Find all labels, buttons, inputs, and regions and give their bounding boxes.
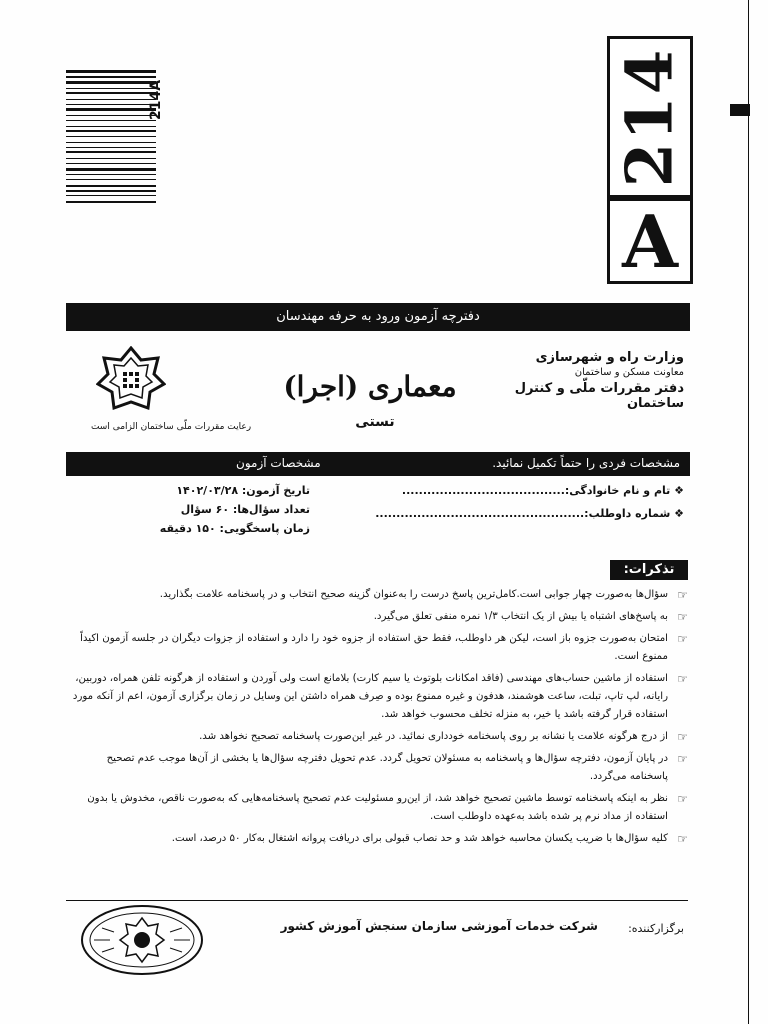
organizer-label: برگزارکننده: (628, 922, 684, 935)
pointing-hand-icon: ☞ (677, 610, 688, 624)
barcode-label: 214A (148, 79, 164, 120)
ministry-deputy: معاونت مسکن و ساختمان (574, 367, 684, 378)
pointing-hand-icon: ☞ (677, 632, 688, 646)
exam-specs-heading: مشخصات آزمون (236, 456, 321, 470)
pointing-hand-icon: ☞ (677, 752, 688, 766)
personal-info-instruction: مشخصات فردی را حتماً تکمیل نمائید. (492, 456, 680, 470)
building-regulations-logo-icon (96, 346, 166, 412)
booklet-banner: دفترچه آزمون ورود به حرفه مهندسان (66, 303, 690, 331)
pointing-hand-icon: ☞ (677, 792, 688, 806)
note-item: ☞ در پایان آزمون، دفترچه سؤال‌ها و پاسخنامه به مسئولان تحویل گردد. عدم تحویل دفترچه سؤال‌ها یا بخشی از آن‌ها موجب عدم تصحیح پاسخنامه می‌گردد. (106, 752, 688, 782)
exam-date: تاریخ آزمون: ۱۴۰۲/۰۳/۲۸ (176, 484, 310, 497)
info-bar (66, 452, 690, 476)
exam-specs (150, 484, 310, 541)
notes-title: تذکرات: (610, 560, 688, 580)
organizer-name: شرکت خدمات آموزشی سازمان سنجش آموزش کشور (280, 919, 598, 933)
note-item: ☞ امتحان به‌صورت جزوه باز است، لیکن هر داوطلب، فقط حق استفاده از جزوه خود را دارد و استفاده از جزوات دیگران در جلسه آزمون اکیداً ممنوع است. (80, 632, 688, 662)
ministry-office: دفتر مقررات ملّی و کنترل ساختمان (514, 381, 684, 411)
page-edge-tick (730, 104, 750, 116)
pointing-hand-icon: ☞ (677, 730, 688, 744)
note-item: ☞ کلیه سؤال‌ها با ضریب یکسان محاسبه خواهد شد و حد نصاب قبولی برای دریافت پروانه اشتغال به‌کار ۵۰ درصد، است. (171, 832, 688, 846)
pointing-hand-icon: ☞ (677, 672, 688, 686)
booklet-code-number (607, 36, 693, 198)
booklet-code-number-text: 214 (612, 47, 688, 187)
note-item: ☞ نظر به اینکه پاسخنامه توسط ماشین تصحیح خواهد شد، از این‌رو مسئولیت عدم تصحیح پاسخنامه‌هایی که به‌صورت ناقص، مخدوش یا بدون استفاده از مداد نرم پر شده باشد به‌عهده داوطلب است. (87, 792, 688, 822)
official-stamp-icon (80, 904, 204, 976)
note-item: ☞ سؤال‌ها به‌صورت چهار جوابی است.کامل‌ترین پاسخ درست را به‌عنوان گزینه صحیح انتخاب و در پاسخنامه علامت بگذارید. (159, 588, 688, 602)
exam-type: تستی (355, 414, 395, 430)
note-item: ☞ از درج هرگونه علامت یا نشانه بر روی پاسخنامه خودداری نمائید. در غیر این‌صورت پاسخنامه تصحیح نخواهد شد. (199, 730, 688, 744)
candidate-number-label: شماره داوطلب:.................................................. (375, 507, 671, 520)
notes-list (66, 586, 688, 852)
regulations-note: رعایت مقررات ملّی ساختمان الزامی است (90, 422, 252, 432)
footer-divider (66, 900, 688, 901)
note-item: ☞ استفاده از ماشین حساب‌های مهندسی (فاقد امکانات بلوتوث یا سیم کارت) بلامانع است ولی آوردن و استفاده از هرگونه تلفن همراه، دوربین، رایانه، لپ تاپ، تبلت، ساعت هوشمند، هدفون و غیره ممنوع بوده و صِرف همراه داشتن این وسایل در زمان برگزاری آزمون، اعم از آنکه مورد استفاده قرار گرفته باشد یا خیر، به منزله تخلف محسوب خواهد شد. (72, 672, 688, 720)
ministry-block (454, 350, 684, 411)
answer-time: زمان پاسخگویی: ۱۵۰ دقیقه (159, 522, 310, 535)
name-field: ❖ تام و نام خانوادگی:....................................... (401, 484, 684, 497)
ministry-name: وزارت راه و شهرسازی (535, 350, 684, 365)
pointing-hand-icon: ☞ (677, 588, 688, 602)
question-count: تعداد سؤال‌ها: ۶۰ سؤال (180, 503, 310, 516)
exam-title: معماری (اجرا) (283, 370, 457, 403)
booklet-code-letter: A (607, 198, 693, 284)
personal-fields (375, 484, 684, 530)
page-edge-line (748, 0, 749, 1024)
pointing-hand-icon: ☞ (677, 832, 688, 846)
name-field-label: تام و نام خانوادگی:....................................... (401, 484, 671, 497)
note-item: ☞ به پاسخ‌های اشتباه یا بیش از یک انتخاب ۱/۳ نمره منفی تعلق می‌گیرد. (373, 610, 688, 624)
barcode-icon (66, 70, 156, 216)
candidate-number-field: ❖ شماره داوطلب:.................................................. (375, 507, 684, 520)
